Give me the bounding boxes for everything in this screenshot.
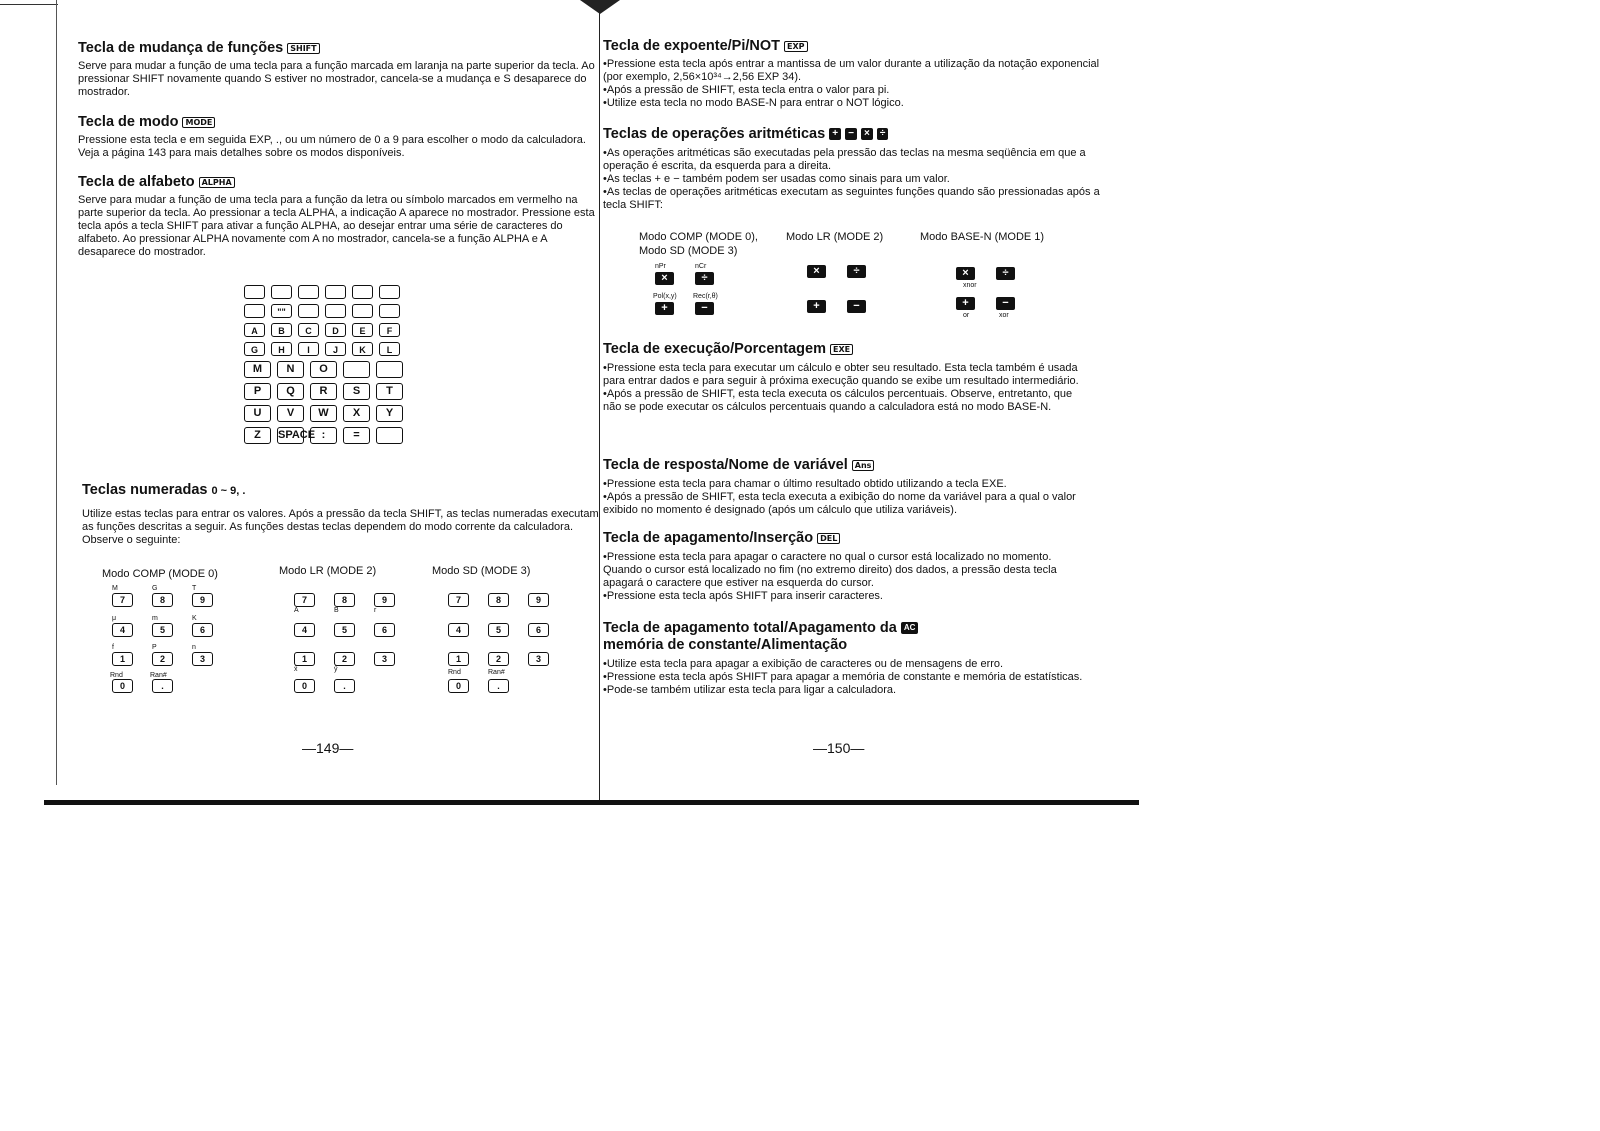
number-key-icon: 3 <box>528 652 549 666</box>
number-key-icon: 2 <box>334 652 355 666</box>
bullet: •Utilize esta tecla no modo BASE-N para entrar o NOT lógico. <box>603 97 904 109</box>
right-page <box>603 0 1123 805</box>
alpha-key-icon: V <box>277 405 304 422</box>
key-grid-row <box>244 304 403 318</box>
bullet: •As teclas de operações aritméticas executam as seguintes funções quando são pressionadas após a tecla SHIFT: <box>603 186 1100 211</box>
number-sub-label: Rnd <box>110 672 123 679</box>
number-sub-label: ŷ <box>334 666 338 673</box>
bullet: •As teclas + e − também podem ser usadas como sinais para um valor. <box>603 173 950 185</box>
bullet: •Após a pressão de SHIFT, esta tecla executa os cálculos percentuais. Observe, entretanto, que não se pode executar os cálculos percentuais quando a calculadora está no modo BASE-N. <box>603 388 1073 413</box>
alpha-key-icon <box>271 285 292 299</box>
alpha-key-icon: A <box>244 323 265 337</box>
number-key-icon: 1 <box>112 652 133 666</box>
divide-key-icon: ÷ <box>847 265 866 278</box>
section-body: Utilize estas teclas para entrar os valores. Após a pressão da tecla SHIFT, as teclas numeradas executam as funções descritas a seguir. As funções destas teclas dependem do modo corrente da calculadora. Observe o seguinte: <box>82 508 599 546</box>
add-key-icon: + <box>807 300 826 313</box>
bullet: •Utilize esta tecla para apagar a exibição de caracteres ou de mensagens de erro. <box>603 658 1004 670</box>
mode-lr-label: Modo LR (MODE 2) <box>279 565 377 577</box>
divide-key-icon: ÷ <box>695 272 714 285</box>
alpha-key-icon: "" <box>271 304 292 318</box>
section-numbers <box>82 482 602 547</box>
section-title-line2: memória de constante/Alimentação <box>603 637 848 653</box>
number-key-icon: 1 <box>294 652 315 666</box>
add-key-icon: + <box>829 128 841 140</box>
number-key-icon: 7 <box>112 593 133 607</box>
bullet: •Pressione esta tecla para executar um cálculo e obter seu resultado. Esta tecla também é usada para entrar dados e para seguir à próxima execução quando se exibe um resultado intermediário. <box>603 362 1079 387</box>
add-key-icon: + <box>956 297 975 310</box>
number-key-icon: 0 <box>294 679 315 693</box>
bullet: •Após a pressão de SHIFT, esta tecla entra o valor para pi. <box>603 84 890 96</box>
number-key-icon: 7 <box>294 593 315 607</box>
page-number: —150— <box>813 740 865 756</box>
key-grid-row <box>244 405 403 422</box>
number-key-icon: 5 <box>152 623 173 637</box>
number-key-icon: . <box>334 679 355 693</box>
alpha-key-icon: = <box>343 427 370 444</box>
subtract-key-icon: − <box>996 297 1015 310</box>
number-key-icon: 9 <box>374 593 395 607</box>
number-key-icon: 2 <box>488 652 509 666</box>
alpha-key-icon <box>376 361 403 378</box>
alpha-key-icon <box>376 427 403 444</box>
alpha-key-icon: S <box>343 383 370 400</box>
section-title: Tecla de mudança de funções <box>78 40 284 56</box>
key-grid-row <box>244 361 403 378</box>
section-exp <box>603 38 1103 110</box>
op-mode-lr-label: Modo LR (MODE 2) <box>786 231 884 243</box>
alpha-key-icon: T <box>376 383 403 400</box>
number-key-icon: 6 <box>528 623 549 637</box>
alpha-key-grid <box>244 285 403 449</box>
number-keys-range: 0 ~ 9, . <box>211 485 246 497</box>
bullet: •Pressione esta tecla para chamar o último resultado obtido utilizando a tecla EXE. <box>603 478 1007 490</box>
op-sub-label: xor <box>999 312 1009 319</box>
number-key-icon: 9 <box>528 593 549 607</box>
subtract-key-icon: − <box>845 128 857 140</box>
bullet: •Pressione esta tecla após SHIFT para apagar a memória de constante e memória de estatísticas. <box>603 671 1083 683</box>
alpha-key-icon <box>298 285 319 299</box>
alpha-key-icon: F <box>379 323 400 337</box>
op-sub-label: or <box>963 312 970 319</box>
section-title: Teclas numeradas <box>82 482 208 498</box>
alpha-key-icon <box>325 285 346 299</box>
alpha-key-icon: C <box>298 323 319 337</box>
section-title: Tecla de modo <box>78 114 179 130</box>
number-sub-label: M <box>112 585 118 592</box>
alpha-key-icon <box>379 285 400 299</box>
number-key-icon: 4 <box>112 623 133 637</box>
section-title: Tecla de apagamento/Inserção <box>603 530 814 546</box>
number-sub-label: T <box>192 585 197 592</box>
number-key-icon: 1 <box>448 652 469 666</box>
alpha-key-icon: E <box>352 323 373 337</box>
section-title: Tecla de alfabeto <box>78 174 195 190</box>
ans-key-icon: Ans <box>852 460 875 471</box>
mode-key-icon: MODE <box>182 117 215 128</box>
number-sub-label: G <box>152 585 158 592</box>
alpha-key-icon: SPACE <box>277 427 304 444</box>
multiply-key-icon: × <box>655 272 674 285</box>
section-body: Serve para mudar a função de uma tecla para a função da letra ou símbolo marcados em vermelho na parte superior da tecla. Ao pressionar a tecla ALPHA, a indicação A aparece no mostrador. Pressione esta tecla após a tecla SHIFT para ativar a função ALPHA, ao desejar entrar uma série de caracteres do alfabeto. Ao pressionar ALPHA novamente com A no mostrador, cancela-se a função ALPHA e A desaparece do mostrador. <box>78 194 595 258</box>
section-shift <box>78 40 598 99</box>
section-mode <box>78 114 598 160</box>
alpha-key-icon <box>379 304 400 318</box>
divide-key-icon: ÷ <box>877 128 889 140</box>
op-mode-basen-label: Modo BASE-N (MODE 1) <box>920 231 1045 243</box>
bullet: •Pode-se também utilizar esta tecla para ligar a calculadora. <box>603 684 897 696</box>
number-key-icon: 5 <box>334 623 355 637</box>
alpha-key-icon: P <box>244 383 271 400</box>
ac-key-icon: AC <box>901 622 919 634</box>
del-key-icon: DEL <box>817 533 840 544</box>
alpha-key-icon: D <box>325 323 346 337</box>
section-title: Tecla de apagamento total/Apagamento da <box>603 620 897 636</box>
number-key-icon: 2 <box>152 652 173 666</box>
number-sub-label: r <box>374 607 377 614</box>
number-sub-label: Ran# <box>488 669 505 676</box>
alpha-key-icon: Y <box>376 405 403 422</box>
alpha-key-icon: R <box>310 383 337 400</box>
multiply-key-icon: × <box>956 267 975 280</box>
number-key-icon: 6 <box>192 623 213 637</box>
section-title: Tecla de execução/Porcentagem <box>603 341 826 357</box>
multiply-key-icon: × <box>807 265 826 278</box>
alpha-key-icon: M <box>244 361 271 378</box>
section-title: Tecla de resposta/Nome de variável <box>603 457 848 473</box>
number-key-icon: 3 <box>374 652 395 666</box>
alpha-key-icon: Q <box>277 383 304 400</box>
number-key-icon: 6 <box>374 623 395 637</box>
section-title: Tecla de expoente/Pi/NOT <box>603 38 781 54</box>
number-sub-label: μ <box>112 615 117 622</box>
alpha-key-icon: X <box>343 405 370 422</box>
alpha-key-icon: : <box>310 427 337 444</box>
divide-key-icon: ÷ <box>996 267 1015 280</box>
alpha-key-icon: I <box>298 342 319 356</box>
number-key-icon: 8 <box>334 593 355 607</box>
number-key-icon: 4 <box>448 623 469 637</box>
number-sub-label: A <box>294 607 299 614</box>
section-ac <box>603 620 1093 697</box>
alpha-key-icon: ALPHA <box>199 177 235 188</box>
op-sub-label: nPr <box>655 263 666 270</box>
section-body: Pressione esta tecla e em seguida EXP, ., ou um número de 0 a 9 para escolher o modo da calculadora. Veja a página 143 para mais detalhes sobre os modos disponíveis. <box>78 134 586 159</box>
section-ans <box>603 457 1093 517</box>
alpha-key-icon <box>298 304 319 318</box>
shift-key-icon: SHIFT <box>287 43 319 54</box>
bullet: •Pressione esta tecla após entrar a mantissa de um valor durante a utilização da notação exponencial (por exemplo, 2,56×10³⁴→2,56 EXP 34). <box>603 58 1100 83</box>
section-del <box>603 530 1093 603</box>
page-number: —149— <box>302 740 354 756</box>
alpha-key-icon <box>325 304 346 318</box>
number-sub-label: m <box>152 615 158 622</box>
alpha-key-icon <box>244 285 265 299</box>
number-key-icon: 9 <box>192 593 213 607</box>
multiply-key-icon: × <box>861 128 873 140</box>
number-sub-label: P <box>152 644 157 651</box>
section-body: Serve para mudar a função de uma tecla para a função marcada em laranja na parte superior da tecla. Ao pressionar SHIFT novamente quando S estiver no mostrador, cancela-se a mudança e S desaparece do mostrador. <box>78 60 595 98</box>
key-grid-row <box>244 285 403 299</box>
alpha-key-icon <box>343 361 370 378</box>
alpha-key-icon: G <box>244 342 265 356</box>
alpha-key-icon <box>244 304 265 318</box>
section-arith <box>603 126 1103 212</box>
number-key-icon: 5 <box>488 623 509 637</box>
key-grid-row <box>244 323 403 337</box>
op-sub-label: Rec(r,θ) <box>693 293 718 300</box>
section-title: Teclas de operações aritméticas <box>603 126 826 142</box>
number-sub-label: x̂ <box>294 666 298 673</box>
key-grid-row <box>244 427 403 444</box>
number-sub-label: K <box>192 615 197 622</box>
subtract-key-icon: − <box>695 302 714 315</box>
section-alpha <box>78 174 598 259</box>
op-mode-comp-label: Modo COMP (MODE 0), <box>639 231 758 243</box>
op-sub-label: nCr <box>695 263 707 270</box>
number-key-icon: 0 <box>448 679 469 693</box>
op-sub-label: xnor <box>963 282 977 289</box>
bullet: •Após a pressão de SHIFT, esta tecla executa a exibição do nome da variável para a qual o valor exibido no momento é designado (após um cálculo que utiliza variáveis). <box>603 491 1076 516</box>
bullet: •Pressione esta tecla após SHIFT para inserir caracteres. <box>603 590 883 602</box>
alpha-key-icon: O <box>310 361 337 378</box>
number-key-icon: . <box>488 679 509 693</box>
number-key-icon: 4 <box>294 623 315 637</box>
number-key-icon: 3 <box>192 652 213 666</box>
section-exe <box>603 341 1093 414</box>
bullet: •As operações aritméticas são executadas pela pressão das teclas na mesma seqüência em que a operação é escrita, da esquerda para a direita. <box>603 147 1086 172</box>
number-key-icon: 0 <box>112 679 133 693</box>
key-grid-row <box>244 383 403 400</box>
number-sub-label: Rnd <box>448 669 461 676</box>
alpha-key-icon: N <box>277 361 304 378</box>
alpha-key-icon: J <box>325 342 346 356</box>
alpha-key-icon: B <box>271 323 292 337</box>
key-grid-row <box>244 342 403 356</box>
number-sub-label: n <box>192 644 196 651</box>
alpha-key-icon: U <box>244 405 271 422</box>
number-key-icon: 8 <box>488 593 509 607</box>
number-key-icon: 7 <box>448 593 469 607</box>
alpha-key-icon: H <box>271 342 292 356</box>
number-sub-label: f <box>112 644 114 651</box>
exp-key-icon: EXP <box>784 41 808 52</box>
alpha-key-icon: K <box>352 342 373 356</box>
alpha-key-icon: Z <box>244 427 271 444</box>
exe-key-icon: EXE <box>830 344 853 355</box>
op-sub-label: Pol(x,y) <box>653 293 677 300</box>
alpha-key-icon <box>352 304 373 318</box>
number-key-icon: . <box>152 679 173 693</box>
alpha-key-icon: L <box>379 342 400 356</box>
alpha-key-icon: W <box>310 405 337 422</box>
left-page <box>44 0 600 805</box>
subtract-key-icon: − <box>847 300 866 313</box>
number-sub-label: B <box>334 607 339 614</box>
alpha-key-icon <box>352 285 373 299</box>
mode-comp-label: Modo COMP (MODE 0) <box>102 568 218 580</box>
op-mode-sd-label: Modo SD (MODE 3) <box>639 245 738 257</box>
bullet: •Pressione esta tecla para apagar o caractere no qual o cursor está localizado no momento. Quando o cursor está localizado no fim (no extremo direito) dos dados, a pressão desta tecla apagará o caractere que estiver na esquerda do cursor. <box>603 551 1057 589</box>
mode-sd-label: Modo SD (MODE 3) <box>432 565 531 577</box>
number-sub-label: Ran# <box>150 672 167 679</box>
number-key-icon: 8 <box>152 593 173 607</box>
add-key-icon: + <box>655 302 674 315</box>
